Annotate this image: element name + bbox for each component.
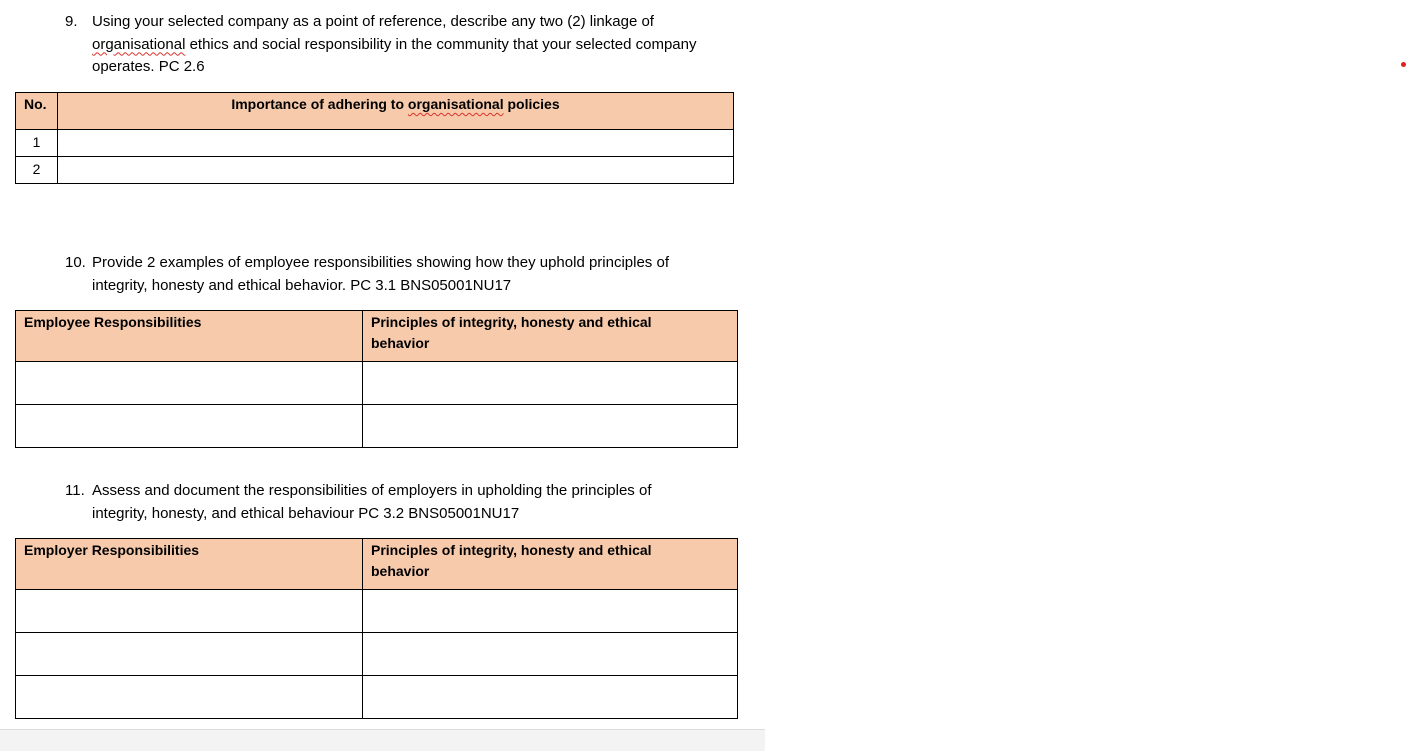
answer-cell[interactable] xyxy=(363,676,738,719)
table-header-row xyxy=(16,311,738,362)
question-11-line-2: integrity, honesty, and ethical behaviour PC 3.2 BNS05001NU17 xyxy=(92,504,520,522)
table-row xyxy=(16,130,734,157)
employee-responsibilities-table xyxy=(15,310,738,448)
question-10-line-2: integrity, honesty and ethical behavior. PC 3.1 BNS05001NU17 xyxy=(92,276,512,294)
page-bottom-bar xyxy=(0,729,765,751)
answer-cell[interactable] xyxy=(58,157,734,184)
table-row xyxy=(16,590,738,633)
question-9 xyxy=(65,11,745,79)
question-11 xyxy=(65,480,745,525)
question-10 xyxy=(65,252,745,297)
answer-cell[interactable] xyxy=(16,362,363,405)
spellcheck-word[interactable]: organisational xyxy=(92,35,186,53)
row-number-cell: 1 xyxy=(16,130,58,157)
question-9-line-1: Using your selected company as a point of reference, describe any two (2) linkage of xyxy=(92,13,654,30)
answer-cell[interactable] xyxy=(58,130,734,157)
question-9-line-3: operates. PC 2.6 xyxy=(92,58,205,75)
header-employer-responsibilities: Employer Responsibilities xyxy=(16,539,363,590)
importance-table xyxy=(15,92,734,184)
question-11-number: 11. xyxy=(65,482,85,499)
employer-responsibilities-table xyxy=(15,538,738,719)
header-importance: Importance of adhering to organisational policies xyxy=(58,93,734,130)
answer-cell[interactable] xyxy=(16,405,363,448)
answer-cell[interactable] xyxy=(16,676,363,719)
question-10-line-1: Provide 2 examples of employee responsibilities showing how they uphold principles of xyxy=(92,254,669,271)
header-no: No. xyxy=(16,93,58,130)
row-number-cell: 2 xyxy=(16,157,58,184)
red-marker-dot xyxy=(1401,62,1406,67)
answer-cell[interactable] xyxy=(16,590,363,633)
question-9-line-2: organisational ethics and social responsibility in the community that your selected company xyxy=(92,35,697,53)
table-header-row xyxy=(16,93,734,130)
question-10-number: 10. xyxy=(65,254,86,271)
answer-cell[interactable] xyxy=(16,633,363,676)
table-row xyxy=(16,633,738,676)
table-header-row xyxy=(16,539,738,590)
header-principles: Principles of integrity, honesty and ethical behavior xyxy=(363,539,738,590)
table-row xyxy=(16,157,734,184)
question-9-number: 9. xyxy=(65,13,78,30)
answer-cell[interactable] xyxy=(363,633,738,676)
table-row xyxy=(16,362,738,405)
answer-cell[interactable] xyxy=(363,362,738,405)
header-principles: Principles of integrity, honesty and ethical behavior xyxy=(363,311,738,362)
table-row xyxy=(16,676,738,719)
header-employee-responsibilities: Employee Responsibilities xyxy=(16,311,363,362)
answer-cell[interactable] xyxy=(363,590,738,633)
answer-cell[interactable] xyxy=(363,405,738,448)
question-11-line-1: Assess and document the responsibilities of employers in upholding the principles of xyxy=(92,482,652,499)
table-row xyxy=(16,405,738,448)
spellcheck-word[interactable]: organisational xyxy=(407,96,504,112)
